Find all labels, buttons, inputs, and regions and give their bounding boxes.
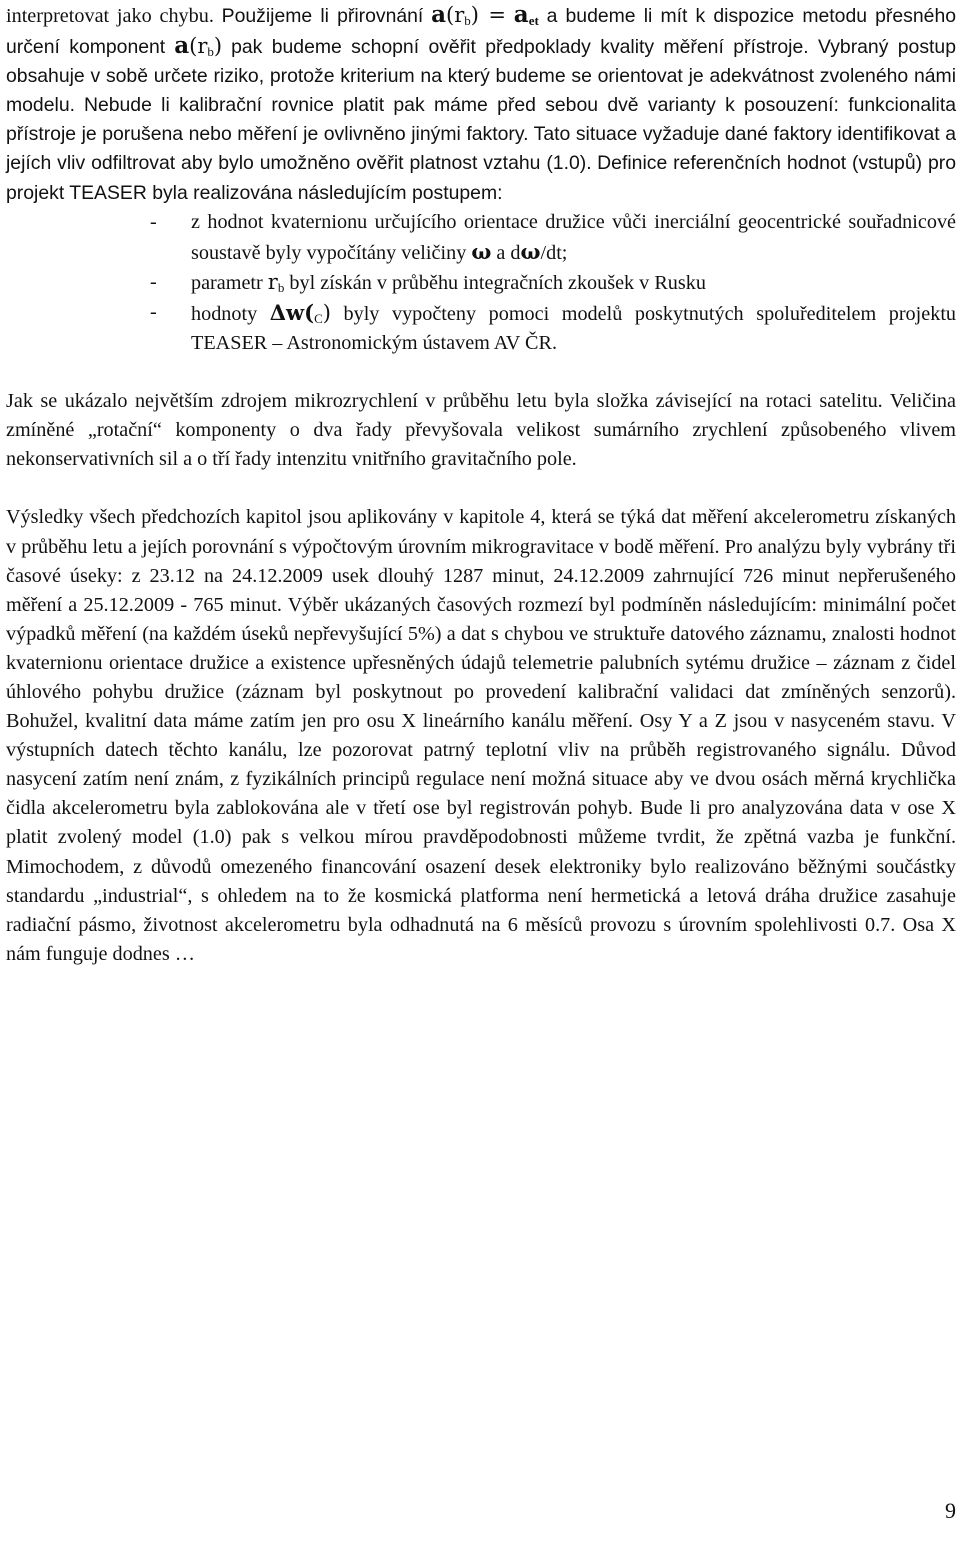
equation-subscript: et [528, 13, 539, 28]
list-item [6, 298, 956, 358]
text-run: interpretovat jako chybu. [6, 5, 214, 27]
text-run: Definice referenčních hodnot (vstupů) pro projekt TEASER byla realizována následujícím postupem: [6, 152, 957, 204]
equation-subscript: b [464, 13, 471, 28]
text-run: Použijeme li přirovnání [221, 5, 424, 27]
equation-symbol: a [431, 1, 447, 28]
equation-part: ) = [470, 3, 506, 27]
paragraph-results: Výsledky všech předchozích kapitol jsou aplikovány v kapitole 4, která se týká dat měření akcelerometru získaných v průběhu letu a jejích porovnání s výpočtovým úrovním mikrogravitace v bodě měření. Pro analýzu byly vybrány tři časové úseky: z 23.12 na 24.12.2009 usek dlouhý 1287 minut, 24.12.2009 zahrnující 726 minut nepřerušeného měření a 25.12.2009 - 765 minut. Výběr ukázaných časových rozmezí byl podmíněn následujícím: minimální počet výpadků měření (na každém úseků nepřevyšující 5%) a dat s chybou ve struktuře datového záznamu, znalosti hodnot kvaternionu orientace družice a existence upřesněných údajů telemetrie palubních sytému družice – záznam z čidel úhlového pohybu družice (záznam byl poskytnout po provedení kalibrační validaci dat zmíněných senzorů). Bohužel, kvalitní data máme zatím jen pro osu X lineárního kanálu měření. Osy Y a Z jsou v nasyceném stavu. V výstupních datech těchto kanálu, lze pozorovat patrný teplotní vliv na průběh registrovaného signálu. Důvod nasycení zatím není znám, z fyzikálních principů regulace není možná situace aby ve dvou osách měrná krychlička čidla akcelerometru byla zablokována ale v třetí ose byl registrován pohyb. Bude li pro analyzována data v ose X platit zvolený model (1.0) pak s velkou mírou pravděpodobnosti můžeme tvrdit, že zpětná vazba je funkční. Mimochodem, z důvodů omezeného financování osazení desek elektroniky bylo realizováno běžnými součástky standardu „industrial“, s ohledem na to že kosmická platforma není hermetická a letová dráha družice zasahuje radiační pásmo, životnost akcelerometru byla odhadnutá na 6 měsíců provozu s úrovním spolehlivosti 0.7. Osa X nám funguje dodnes … [6, 506, 956, 965]
list-item-text: parametr [191, 271, 263, 294]
list-item-text: byl získán v průběhu integračních zkoušek v Rusku [289, 271, 706, 294]
page-number: 9 [945, 1498, 956, 1523]
paragraph-rotation: Jak se ukázalo největším zdrojem mikrozrychlení v průběhu letu byla složka závisející na rotaci satelitu. Veličina zmíněné „rotační“ komponenty o dva řady převyšovala velikost sumárního zrychlení způsobeného vlivem nekonservativních sil a o tří řady intenzitu vnitřního gravitačního pole. [6, 390, 956, 471]
text-run: pak budeme schopní ověřit předpoklady kvality měření přístroje. Vybraný postup obsahuje v sobě určete riziko, protože kriterium na který budeme se orientovat je adekvátnost zvoleného námi modelu. [6, 36, 956, 117]
equation-subscript: b [207, 44, 214, 60]
equation-part: (r [446, 3, 465, 27]
list-item-text: a d [496, 241, 521, 264]
omega-symbol: ω [520, 238, 541, 264]
list-item-text: hodnoty [191, 302, 258, 325]
document-page [6, 0, 956, 969]
text-run: Tato situace vyžaduje dané faktory identifikovat a jejích vliv odfiltrovat aby bylo umožněno ověřit platnost vztahu (1.0). [6, 123, 957, 175]
text-run: Nebude li kalibrační rovnice platit pak máme před sebou dvě varianty k posouzení: funkcionalita přístroje je porušena nebo měření je ovlivněno jinými faktory. [6, 94, 957, 146]
equation-symbol: r [267, 269, 278, 294]
equation-part: ) [322, 300, 331, 325]
list-bullet: - [150, 210, 157, 233]
equation-part: (r [189, 34, 208, 59]
equation-symbol: a [174, 32, 190, 60]
list-item-text: /dt; [540, 241, 568, 264]
reference-list [6, 208, 956, 358]
equation-subscript: C [314, 310, 323, 326]
list-item [6, 268, 956, 298]
omega-symbol: ω [471, 238, 492, 264]
equation-symbol: a [513, 1, 529, 28]
equation-subscript: b [277, 279, 285, 295]
list-bullet: - [150, 300, 157, 323]
equation-part: ) [213, 34, 223, 59]
list-item-text: byly vypočteny pomoci modelů poskytnutých spoluředitelem projektu TEASER – Astronomickým ústavem AV ČR. [191, 302, 957, 355]
list-bullet: - [150, 270, 157, 293]
paragraph-intro [6, 0, 956, 208]
equation-symbol: Δw( [269, 299, 315, 325]
list-item-text: z hodnot kvaternionu určujícího orientace družice vůči inerciální geocentrické souřadnicové soustavě byly vypočítány veličiny [191, 210, 956, 264]
text-run: a budeme li mít k dispozice metodu přesného určení komponent [6, 5, 957, 59]
list-item [6, 208, 956, 268]
